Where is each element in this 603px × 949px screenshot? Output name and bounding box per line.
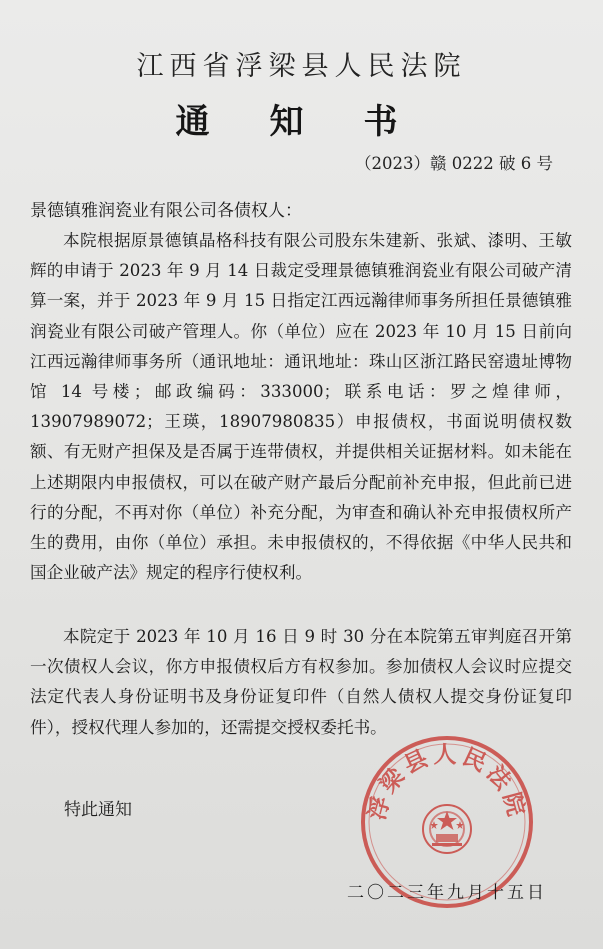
addressee: 景德镇雅润瓷业有限公司各债权人： <box>30 201 302 221</box>
issue-date: 二〇二三年九月十五日 <box>347 883 547 903</box>
body-paragraph-1: 本院根据原景德镇晶格科技有限公司股东朱建新、张斌、漆明、王敏辉的申请于 2023 年 9 月 14 日裁定受理景德镇雅润瓷业有限公司破产清算一案，并于 2023 年 9 月 15 日指定江西远瀚律师事务所担任景德镇雅润瓷业有限公司破产管理人。你（单位）应在 2023 年 10 月 15 日前向江西远瀚律师事务所（通讯地址：通讯地址：珠山区浙江路民窑遗址博物馆 14 号楼；邮政编码：333000；联系电话：罗之煌律师，13907989072；王瑛，18907980835）申报债权，书面说明债权数额、有无财产担保及是否属于连带债权，并提供相关证据材料。如未能在上述期限内申报债权，可以在破产财产最后分配前补充申报，但此前已进行的分配，不再对你（单位）补充分配，为审查和确认补充申报债权所产生的费用，由你（单位）承担。未申报债权的，不得依据《中华人民共和国企业破产法》规定的程序行使权利。 <box>30 231 572 583</box>
document-title: 通知书 <box>175 102 458 142</box>
document-number: （2023）赣 0222 破 6 号 <box>355 154 553 173</box>
court-name: 江西省浮梁县人民法院 <box>136 51 467 82</box>
closing-phrase: 特此通知 <box>64 800 132 820</box>
svg-text:浮梁县人民法院: 浮梁县人民法院 <box>364 741 530 823</box>
body-paragraph-2: 本院定于 2023 年 10 月 16 日 9 时 30 分在本院第五审判庭召开第一次债权人会议，你方申报债权后方有权参加。参加债权人会议时应提交法定代表人身份证明书及身份证复印件（自然人债权人提交身份证复印件），授权代理人参加的，还需提交授权委托书。 <box>30 627 572 737</box>
